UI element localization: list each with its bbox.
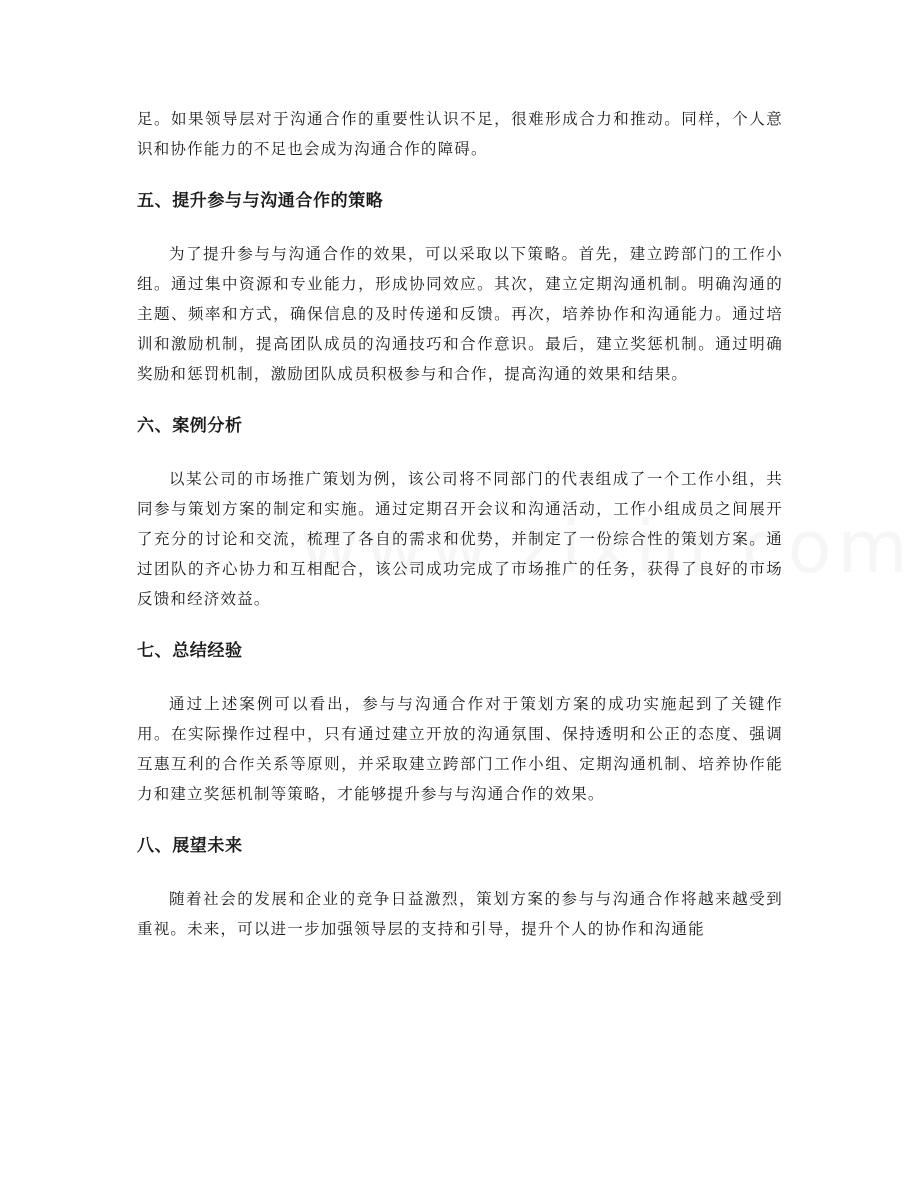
section-heading-case-study: 六、案例分析 bbox=[137, 416, 243, 436]
section-body-outlook: 随着社会的发展和企业的竞争日益激烈，策划方案的参与与沟通合作将越来越受到重视。未来，可以进一步加强领导层的支持和引导，提升个人的协作和沟通能 bbox=[137, 890, 783, 938]
section-body-strategies: 为了提升参与与沟通合作的效果，可以采取以下策略。首先，建立跨部门的工作小组。通过集中资源和专业能力，形成协同效应。其次，建立定期沟通机制。明确沟通的主题、频率和方式，确保信息的及时传递和反馈。再次，培养协作和沟通能力。通过培训和激励机制，提高团队成员的沟通技巧和合作意识。最后，建立奖惩机制。通过明确奖励和惩罚机制，激励团队成员积极参与和合作，提高沟通的效果和结果。 bbox=[137, 245, 783, 383]
section-heading-strategies: 五、提升参与与沟通合作的策略 bbox=[137, 191, 384, 211]
intro-paragraph: 足。如果领导层对于沟通合作的重要性认识不足，很难形成合力和推动。同样，个人意识和协作能力的不足也会成为沟通合作的障碍。 bbox=[137, 110, 783, 158]
section-heading-outlook: 八、展望未来 bbox=[137, 836, 243, 856]
section-body-case-study: 以某公司的市场推广策划为例，该公司将不同部门的代表组成了一个工作小组，共同参与策划方案的制定和实施。通过定期召开会议和沟通活动，工作小组成员之间展开了充分的讨论和交流，梳理了各自的需求和优势，并制定了一份综合性的策划方案。通过团队的齐心协力和互相配合，该公司成功完成了市场推广的任务，获得了良好的市场反馈和经济效益。 bbox=[137, 470, 783, 608]
section-body-summary: 通过上述案例可以看出，参与与沟通合作对于策划方案的成功实施起到了关键作用。在实际操作过程中，只有通过建立开放的沟通氛围、保持透明和公正的态度、强调互惠互利的合作关系等原则，并采取建立跨部门工作小组、定期沟通机制、培养协作能力和建立奖惩机制等策略，才能够提升参与与沟通合作的效果。 bbox=[137, 695, 783, 803]
document-body bbox=[137, 104, 783, 944]
section-heading-summary: 七、总结经验 bbox=[137, 641, 243, 661]
